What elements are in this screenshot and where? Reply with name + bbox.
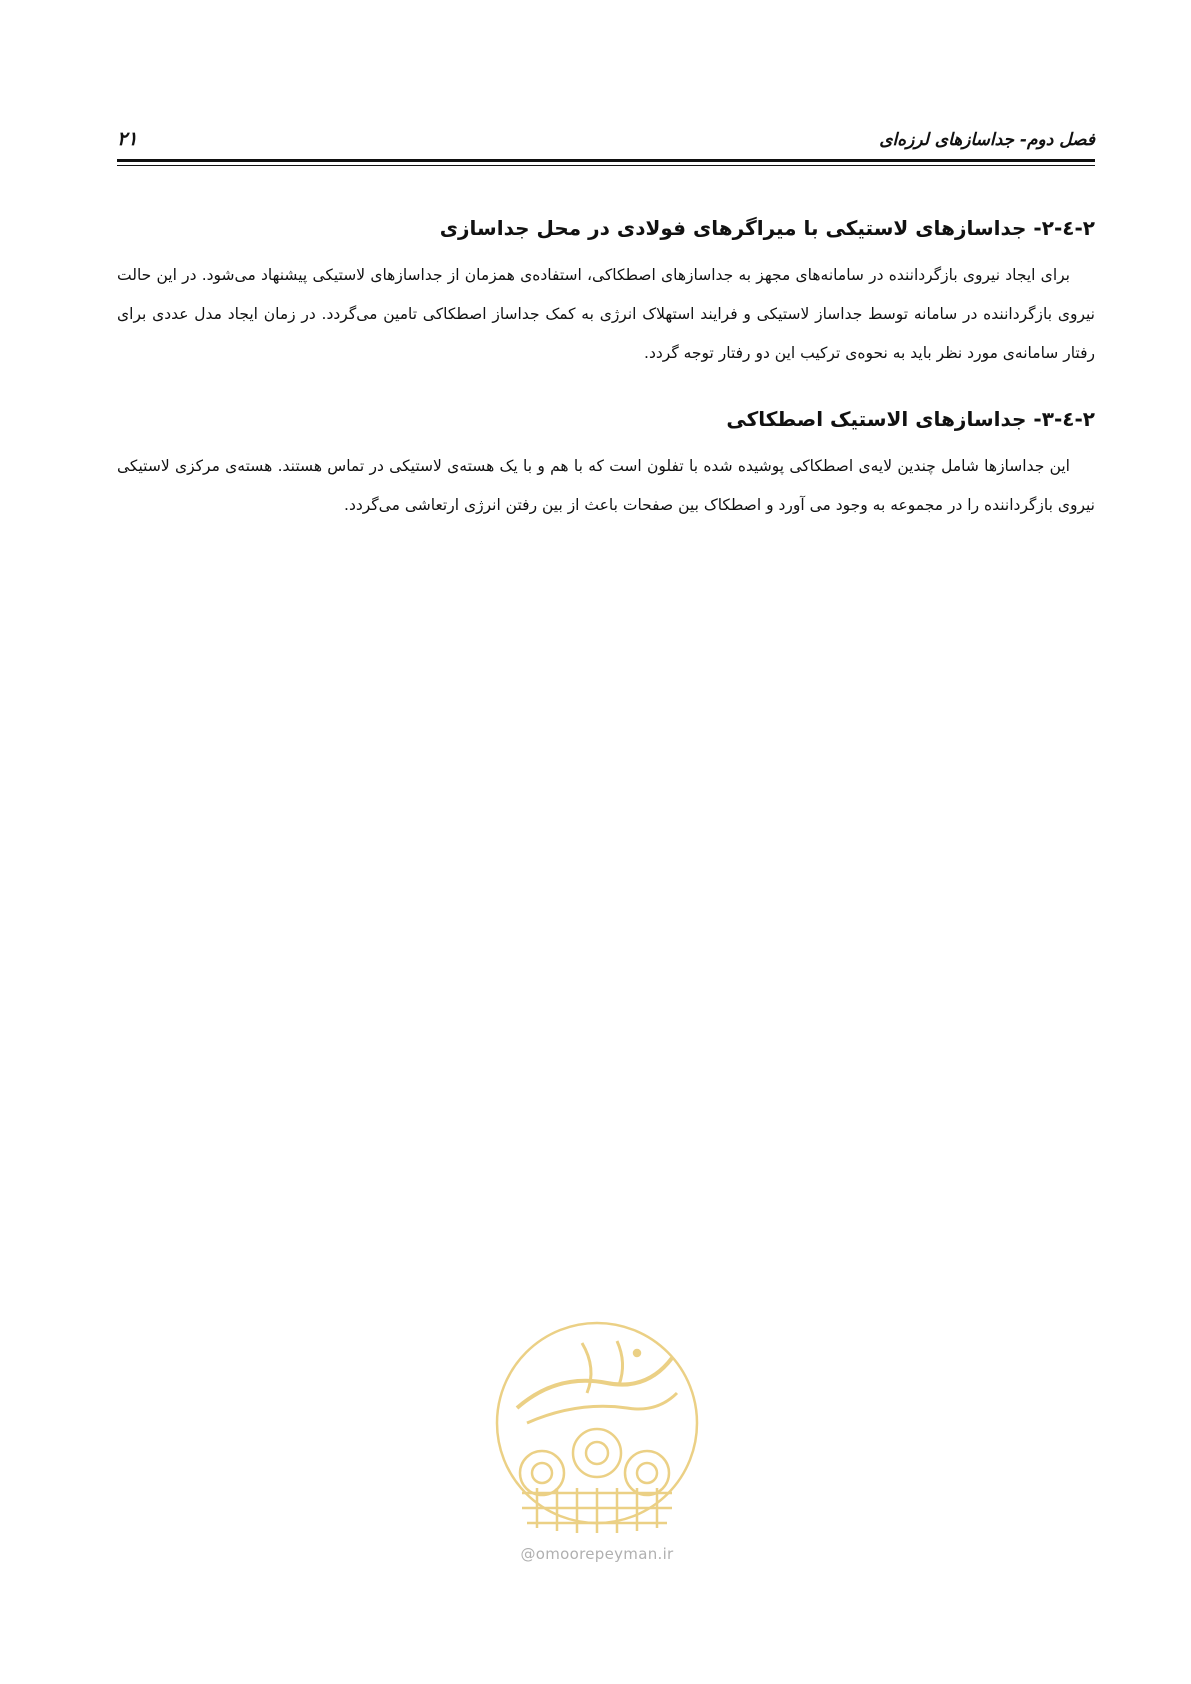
chapter-title: فصل دوم- جداسازهای لرزه‌ای	[879, 130, 1095, 150]
section-heading-elastic-friction: ۲-٤-۳- جداسازهای الاستیک اصطکاکی	[726, 407, 1095, 431]
watermark-logo-icon	[487, 1313, 707, 1541]
section-heading-rubber-steel: ۲-٤-۲- جداسازهای لاستیکی با میراگرهای فولادی در محل جداسازی	[439, 216, 1095, 240]
header-rule	[117, 159, 1095, 162]
header-rule-thin	[117, 165, 1095, 166]
section-body-rubber-steel: برای ایجاد نیروی بازگرداننده در سامانه‌های مجهز به جداسازهای اصطکاکی، استفاده‌ی همزمان از جداسازهای لاستیکی پیشنهاد می‌شود. در این حالت نیروی بازگرداننده در سامانه توسط جداساز لاستیکی و فرایند استهلاک انرژی به کمک جداساز اصطکاکی تامین می‌گردد. در زمان ایجاد مدل عددی برای رفتار سامانه‌ی مورد نظر باید به نحوه‌ی ترکیب این دو رفتار توجه گردد.	[117, 266, 1095, 362]
watermark-caption: @omoorepeyman.ir	[520, 1545, 674, 1563]
page-header	[117, 128, 1095, 158]
page-content	[117, 212, 1095, 555]
section-body-elastic-friction: این جداسازها شامل چندین لایه‌ی اصطکاکی پوشیده شده با تفلون است که با هم و با یک هسته‌ی لاستیکی در تماس هستند. هسته‌ی مرکزی لاستیکی نیروی بازگرداننده را در مجموعه به وجود می آورد و اصطکاک بین صفحات باعث از بین رفتن انرژی ارتعاشی می‌گردد.	[117, 457, 1095, 514]
watermark	[487, 1313, 707, 1568]
page-number: ۲۱	[117, 128, 138, 150]
